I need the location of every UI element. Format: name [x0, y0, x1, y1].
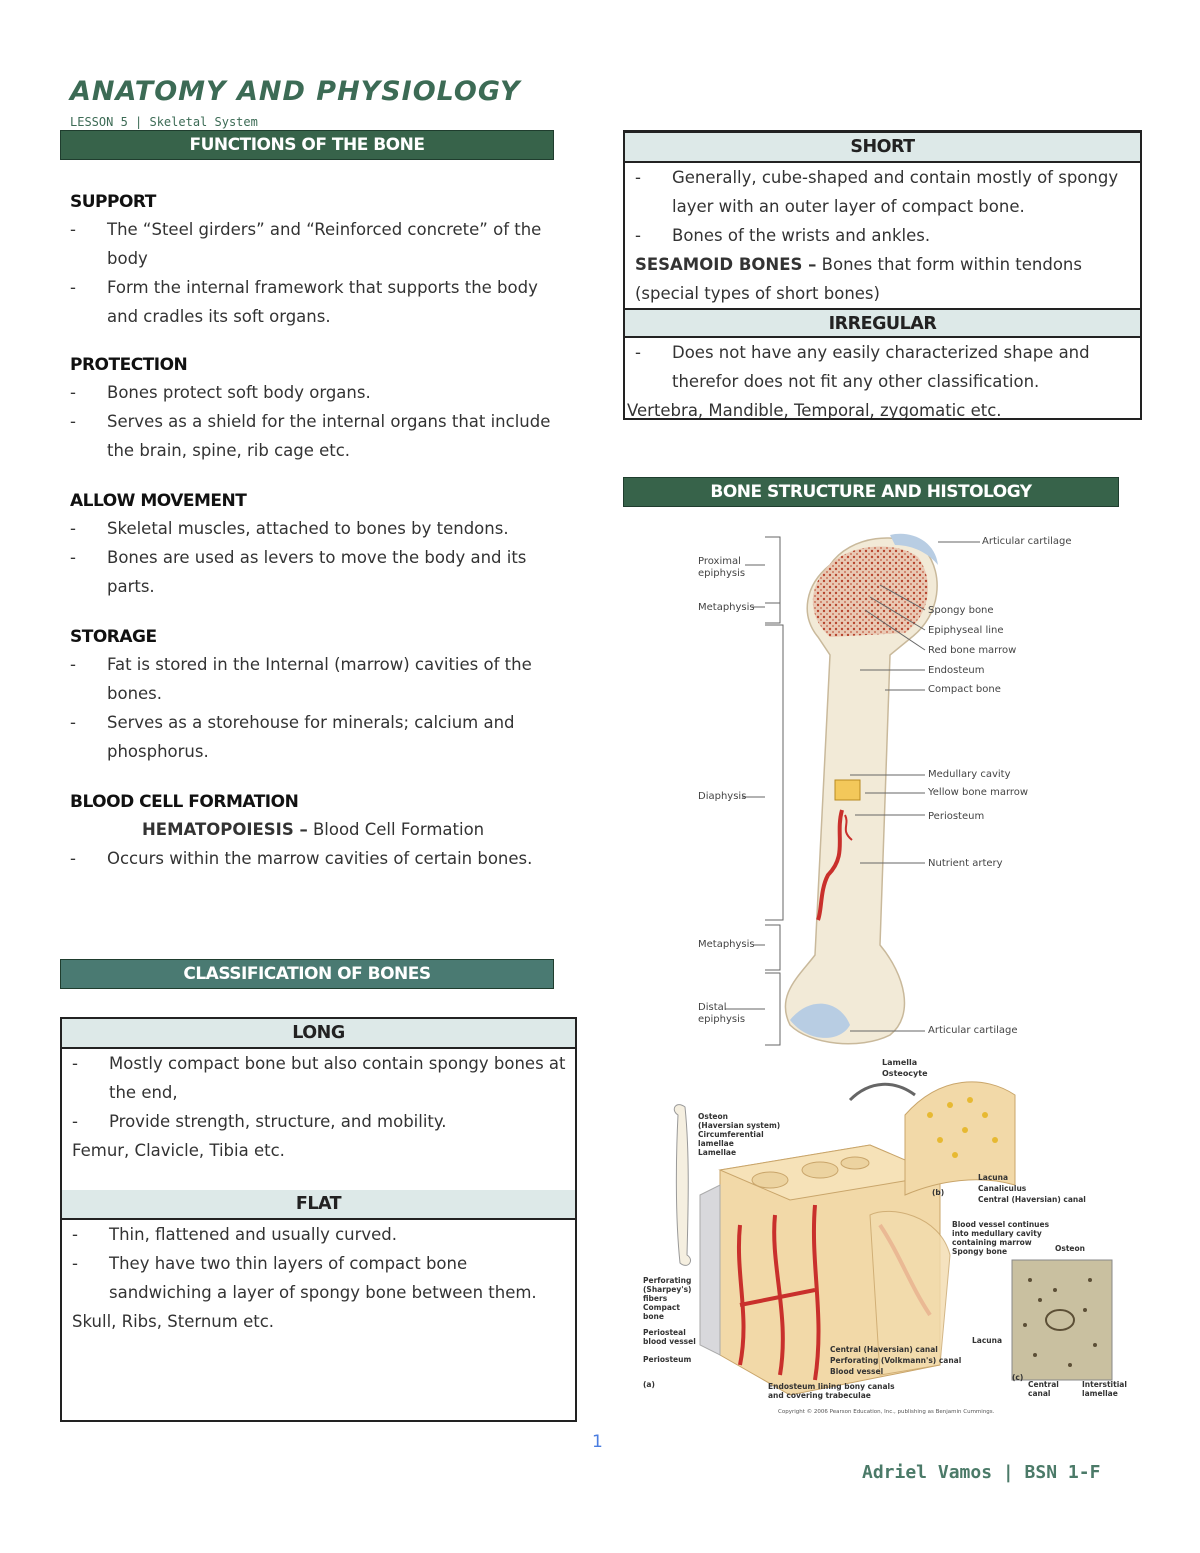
- sesamoid-definition: SESAMOID BONES – Bones that form within tendons (special types of short bones): [635, 255, 1082, 303]
- movement-title: ALLOW MOVEMENT: [70, 491, 247, 511]
- flat-examples: Skull, Ribs, Sternum etc.: [72, 1312, 275, 1331]
- short-item: - Bones of the wrists and ankles.: [635, 226, 931, 245]
- periosteum-layer: [700, 1185, 720, 1355]
- flat-item: - They have two thin layers of compact bone sandwiching a layer of spongy bone between them.: [72, 1254, 537, 1302]
- flat-body: [62, 1220, 575, 1336]
- label-metaphysis-2: Metaphysis: [698, 939, 755, 950]
- copyright: Copyright © 2006 Pearson Education, Inc., publishing as Benjamin Cummings.: [778, 1409, 995, 1415]
- long-examples: Femur, Clavicle, Tibia etc.: [72, 1141, 285, 1160]
- label-articular-cartilage-2: Articular cartilage: [928, 1025, 1018, 1036]
- label-yellow-marrow: Yellow bone marrow: [928, 787, 1029, 798]
- long-flat-table: [60, 1017, 577, 1422]
- zoom-arrow: [850, 1084, 915, 1100]
- label-endosteum-lining: Endosteum lining bony canals and covering trabeculae: [768, 1382, 895, 1400]
- label-canals: Central (Haversian) canal Perforating (Volkmann's) canal Blood vessel: [830, 1345, 962, 1376]
- diaphysis-bracket: [765, 625, 783, 920]
- label-central-canal: Central canal: [1028, 1380, 1059, 1398]
- classification-heading: CLASSIFICATION OF BONES: [60, 959, 554, 989]
- blood-title: BLOOD CELL FORMATION: [70, 792, 299, 812]
- long-item: - Provide strength, structure, and mobility.: [72, 1112, 447, 1131]
- label-endosteum: Endosteum: [928, 665, 985, 676]
- label-interstitial-lamellae: Interstitial lamellae: [1082, 1380, 1127, 1398]
- page-number: 1: [592, 1432, 603, 1452]
- label-medullary-cavity: Medullary cavity: [928, 769, 1011, 780]
- label-periosteal-vessel: Periosteal blood vessel: [643, 1328, 696, 1346]
- label-osteon-group: Osteon (Haversian system) Circumferential lamellae Lamellae: [698, 1112, 781, 1157]
- label-diaphysis: Diaphysis: [698, 791, 747, 802]
- functions-heading: FUNCTIONS OF THE BONE: [60, 130, 554, 160]
- label-periosteum-histo: Periosteum: [643, 1355, 692, 1364]
- label-lacuna-micro: Lacuna: [972, 1336, 1003, 1345]
- blood-item: - Occurs within the marrow cavities of certain bones.: [70, 849, 533, 868]
- short-body: [625, 163, 1140, 308]
- yellow-marrow: [835, 780, 860, 800]
- label-b: (b): [932, 1188, 945, 1197]
- label-proximal-epiphysis: Proximal epiphysis: [698, 556, 746, 579]
- author-footer: Adriel Vamos | BSN 1-F: [862, 1462, 1101, 1483]
- movement-item: - Skeletal muscles, attached to bones by tendons.: [70, 519, 509, 538]
- label-epiphyseal-line: Epiphyseal line: [928, 625, 1004, 636]
- short-irregular-table: [623, 130, 1142, 420]
- label-red-marrow: Red bone marrow: [928, 645, 1017, 656]
- long-item: - Mostly compact bone but also contain spongy bones at the end,: [72, 1054, 566, 1102]
- support-item: - Form the internal framework that supports the body and cradles its soft organs.: [70, 278, 538, 326]
- flat-title: FLAT: [62, 1190, 575, 1220]
- protection-item: - Bones protect soft body organs.: [70, 383, 371, 402]
- movement-item: - Bones are used as levers to move the body and its parts.: [70, 548, 527, 596]
- label-osteon-micro: Osteon: [1055, 1244, 1086, 1253]
- label-compact-bone: Compact bone: [928, 684, 1001, 695]
- hematopoiesis-definition: HEMATOPOIESIS – Blood Cell Formation: [142, 820, 485, 839]
- label-lacuna-group: Lacuna Canaliculus Central (Haversian) canal: [978, 1173, 1086, 1204]
- lesson-subtitle: LESSON 5 | Skeletal System: [70, 115, 258, 129]
- page-title: ANATOMY AND PHYSIOLOGY: [70, 76, 521, 107]
- micrograph: [1012, 1260, 1112, 1380]
- short-item: - Generally, cube-shaped and contain mostly of spongy layer with an outer layer of compact bone.: [635, 168, 1119, 216]
- long-body: [62, 1049, 575, 1165]
- functions-section: [70, 192, 560, 873]
- label-articular-cartilage: Articular cartilage: [982, 536, 1072, 547]
- label-blood-vessel-continues: Blood vessel continues into medullary cavity containing marrow Spongy bone: [952, 1220, 1050, 1256]
- proximal-bracket: [765, 537, 780, 603]
- storage-item: - Serves as a storehouse for minerals; calcium and phosphorus.: [70, 713, 515, 761]
- label-nutrient-artery: Nutrient artery: [928, 858, 1003, 869]
- distal-bracket: [765, 973, 780, 1045]
- support-item: - The “Steel girders” and “Reinforced concrete” of the body: [70, 220, 542, 268]
- spongy-bone-region: [813, 546, 928, 637]
- flat-item: - Thin, flattened and usually curved.: [72, 1225, 398, 1244]
- metaphysis-bracket-2: [765, 925, 780, 970]
- protection-title: PROTECTION: [70, 355, 188, 375]
- irregular-title: IRREGULAR: [625, 308, 1140, 338]
- metaphysis-bracket: [765, 603, 780, 623]
- structure-heading: BONE STRUCTURE AND HISTOLOGY: [623, 477, 1119, 507]
- label-periosteum: Periosteum: [928, 811, 985, 822]
- irregular-item: - Does not have any easily characterized shape and therefor does not fit any other classification.: [635, 343, 1090, 391]
- label-a: (a): [643, 1380, 655, 1389]
- label-c: (c): [1012, 1373, 1024, 1382]
- label-metaphysis: Metaphysis: [698, 602, 755, 613]
- label-lamella-osteocyte: Lamella Osteocyte: [882, 1058, 928, 1078]
- small-bone-icon: [674, 1105, 690, 1266]
- label-spongy-bone: Spongy bone: [928, 605, 994, 616]
- irregular-body: [625, 338, 1140, 425]
- storage-title: STORAGE: [70, 627, 157, 647]
- storage-item: - Fat is stored in the Internal (marrow) cavities of the bones.: [70, 655, 532, 703]
- label-perforating-fibers: Perforating (Sharpey's) fibers Compact bone: [643, 1276, 692, 1321]
- support-title: SUPPORT: [70, 192, 156, 212]
- long-title: LONG: [62, 1019, 575, 1049]
- label-distal-epiphysis: Distal epiphysis: [698, 1002, 746, 1025]
- irregular-examples: Vertebra, Mandible, Temporal, zygomatic etc.: [627, 401, 1002, 420]
- short-title: SHORT: [625, 133, 1140, 163]
- protection-item: - Serves as a shield for the internal organs that include the brain, spine, rib cage etc.: [70, 412, 551, 460]
